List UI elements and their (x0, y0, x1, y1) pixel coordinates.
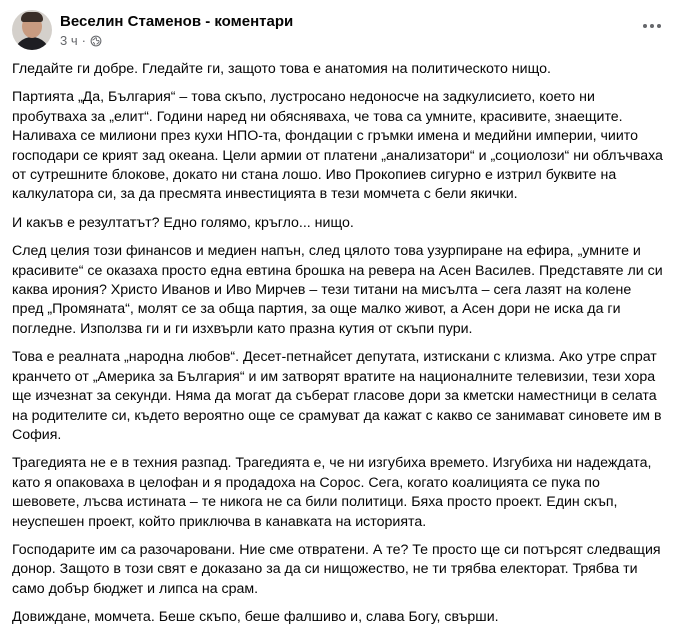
post-paragraph: След целия този финансов и медиен напън, след цялото това узурпиране на ефира, „умните и красивите“ се оказаха просто една евтина брошка на ревера на Асен Василев. Представяте ли си каква ирония? Христо Иванов и Иво Мирчев – тези титани на мисълта – сега лазят на колене пред „Промяната“, молят се за обща партия, за още малко живот, а Асен дори не иска да ги погледне. Използва ги и ги изхвърли като празна кутия от скъпи пури. (12, 243, 667, 337)
avatar[interactable] (12, 10, 52, 50)
post-paragraph: Довиждане, момчета. Беше скъпо, беше фалшиво и, слава Богу, свърши. (12, 609, 499, 626)
post-paragraph: Трагедията не е в техния разпад. Трагедията е, че ни изгубиха времето. Изгубиха ни надеждата, като я опаковаха в целофан и я продадоха на Сорос. Сега, когато коалицията се пука по шевовете, лъсва истината – те никога не са били политици. Бяха просто проект. Един скъп, неуспешен проект, който приключва в канавката на историята. (12, 455, 656, 530)
post-paragraph: Гледайте ги добре. Гледайте ги, защото това е анатомия на политическото нищо. (12, 61, 551, 77)
post-timestamp[interactable]: 3 ч (60, 33, 78, 48)
post-header (12, 10, 293, 50)
separator-dot: · (81, 33, 86, 48)
post-meta (60, 12, 293, 49)
author-name[interactable]: Веселин Стаменов - коментари (60, 13, 294, 30)
globe-icon[interactable] (90, 35, 102, 47)
post-paragraph: Това е реалната „народна любов“. Десет-петнайсет депутата, изтискани с клизма. Ако утре спрат кранчето от „Америка за България“ и им затворят вратите на националните телевизии, тези хора ще изчезнат за секунди. Няма да могат да съберат гласове дори за кметски наместници в селата на родителите си, където вероятно още се срамуват да кажат с какво се занимават синовете им в София. (12, 349, 666, 443)
more-options-icon[interactable] (643, 24, 661, 28)
post-paragraph: И какъв е резултатът? Едно голямо, кръгло... нищо. (12, 214, 354, 231)
post-subline (60, 33, 293, 49)
post-paragraph: Господарите им са разочаровани. Ние сме отвратени. А те? Те просто ще си потърсят следващия донор. Защото в този свят е доказано за да си нищожество, не ти трябва електорат. Трябва ти само добър бюджет и липса на срам. (12, 541, 665, 597)
post-body (12, 60, 667, 637)
post-paragraph: Партията „Да, България“ – това скъпо, лустросано недоносче на задкулисието, което ни пробутваха за „елит“. Години наред ни обясняваха, че това са умните, красивите, знаещите. Наливаха се милиони през кухи НПО-та, фондации с гръмки имена и медийни империи, чиито господари се крият зад океана. Цели армии от платени „анализатори“ и „социолози“ ни облъчваха от сутрешните блокове, докато ни стана лошо. Иво Прокопиев сигурно е изтрил буквите на калкулатора си, за да пресмята инвестицията в тези момчета с бели якички. (12, 89, 667, 203)
